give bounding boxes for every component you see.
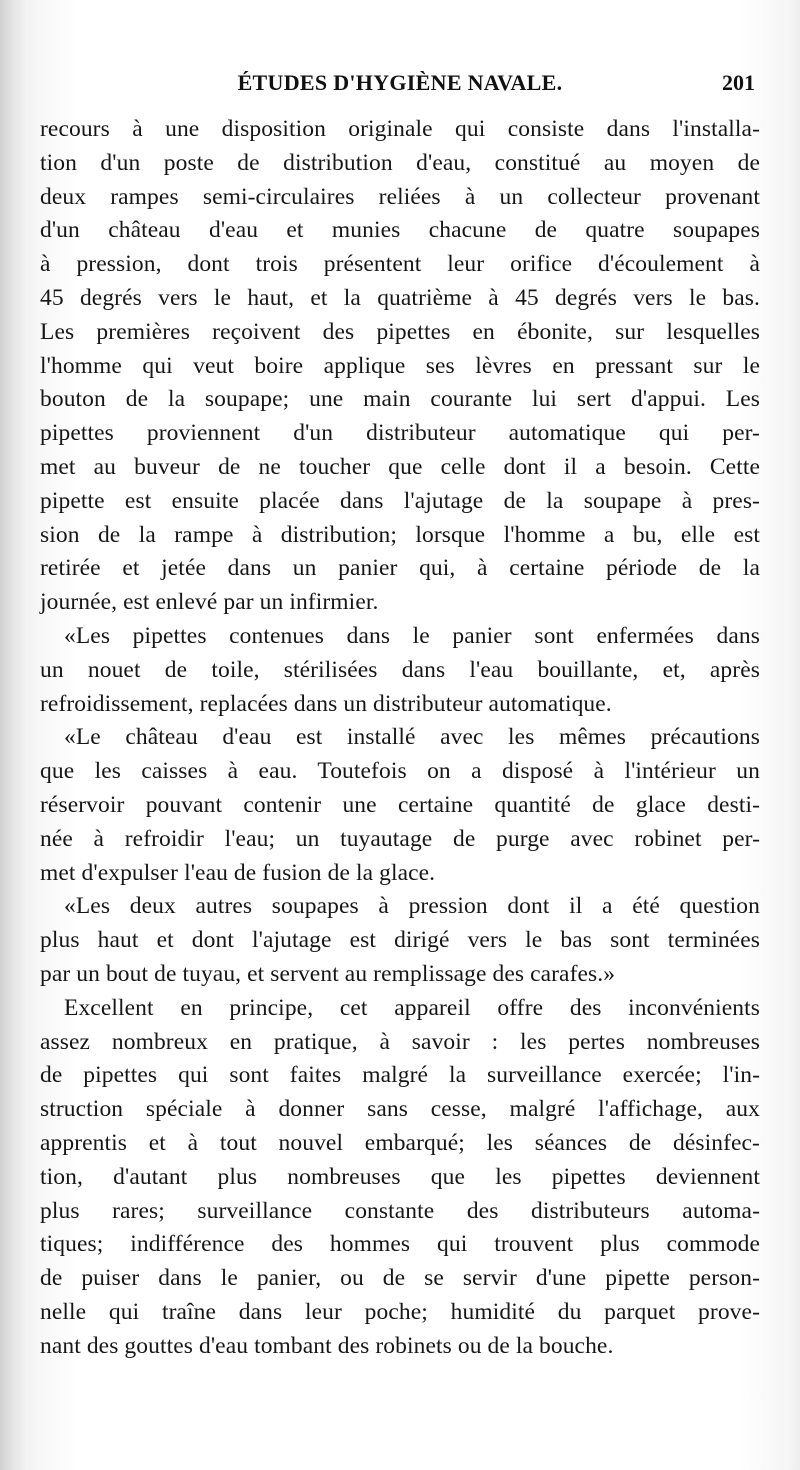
text-line: journée, est enlevé par un infirmier. — [40, 589, 379, 616]
text-line: que les caisses à eau. Toutefois on a disposé à l'intérieur un — [40, 758, 760, 785]
text-line: met au buveur de ne toucher que celle dont il a besoin. Cette — [40, 453, 760, 480]
text-line: «Les deux autres soupapes à pression dont il a été question — [64, 893, 760, 920]
text-line: par un bout de tuyau, et servent au remplissage des carafes.» — [40, 960, 616, 987]
page-header — [40, 70, 760, 104]
text-line: réservoir pouvant contenir une certaine quantité de glace desti- — [40, 791, 760, 818]
text-line: refroidissement, replacées dans un distributeur automatique. — [40, 690, 612, 717]
text-line: tion, d'autant plus nombreuses que les pipettes deviennent — [40, 1163, 760, 1190]
text-line: nelle qui traîne dans leur poche; humidité du parquet prove- — [40, 1298, 760, 1325]
text-line: pipette est ensuite placée dans l'ajutage de la soupape à pres- — [40, 487, 760, 514]
text-line: retirée et jetée dans un panier qui, à certaine période de la — [40, 555, 760, 582]
running-title: ÉTUDES D'HYGIÈNE NAVALE. — [237, 70, 563, 95]
text-line: à pression, dont trois présentent leur orifice d'écoulement à — [40, 251, 760, 278]
text-line: 45 degrés vers le haut, et la quatrième à 45 degrés vers le bas. — [40, 284, 760, 311]
text-line: sion de la rampe à distribution; lorsque l'homme a bu, elle est — [40, 521, 760, 548]
text-line: «Les pipettes contenues dans le panier sont enfermées dans — [64, 622, 760, 649]
text-line: Excellent en principe, cet appareil offre des inconvénients — [64, 994, 760, 1021]
body-text — [40, 113, 760, 1363]
text-line: «Le château d'eau est installé avec les mêmes précautions — [64, 724, 760, 751]
text-line: de pipettes qui sont faites malgré la surveillance exercée; l'in- — [40, 1062, 760, 1089]
text-line: Les premières reçoivent des pipettes en ébonite, sur lesquelles — [40, 318, 760, 345]
text-line: recours à une disposition originale qui consiste dans l'installa- — [40, 116, 760, 142]
text-line: bouton de la soupape; une main courante lui sert d'appui. Les — [40, 386, 760, 413]
text-line: née à refroidir l'eau; un tuyautage de purge avec robinet per- — [40, 825, 760, 852]
text-line: nant des gouttes d'eau tombant des robinets ou de la bouche. — [40, 1332, 614, 1359]
text-line: met d'expulser l'eau de fusion de la glace. — [40, 859, 436, 886]
text-line: plus rares; surveillance constante des distributeurs automa- — [40, 1197, 760, 1224]
text-line: l'homme qui veut boire applique ses lèvres en pressant sur le — [40, 352, 760, 379]
text-line: struction spéciale à donner sans cesse, malgré l'affichage, aux — [40, 1096, 760, 1123]
text-line: plus haut et dont l'ajutage est dirigé vers le bas sont terminées — [40, 927, 760, 954]
page-number: 201 — [722, 70, 755, 95]
text-line: d'un château d'eau et munies chacune de quatre soupapes — [40, 217, 760, 244]
text-line: tiques; indifférence des hommes qui trouvent plus commode — [40, 1231, 760, 1258]
text-line: pipettes proviennent d'un distributeur automatique qui per- — [40, 420, 760, 447]
text-line: deux rampes semi-circulaires reliées à un collecteur provenant — [40, 183, 760, 210]
binding-shadow — [0, 0, 26, 1470]
text-line: assez nombreux en pratique, à savoir : les pertes nombreuses — [40, 1028, 760, 1055]
text-line: apprentis et à tout nouvel embarqué; les séances de désinfec- — [40, 1129, 760, 1156]
text-line: un nouet de toile, stérilisées dans l'eau bouillante, et, après — [40, 656, 760, 683]
text-line: de puiser dans le panier, ou de se servir d'une pipette person- — [40, 1265, 760, 1292]
text-line: tion d'un poste de distribution d'eau, constitué au moyen de — [40, 149, 760, 176]
